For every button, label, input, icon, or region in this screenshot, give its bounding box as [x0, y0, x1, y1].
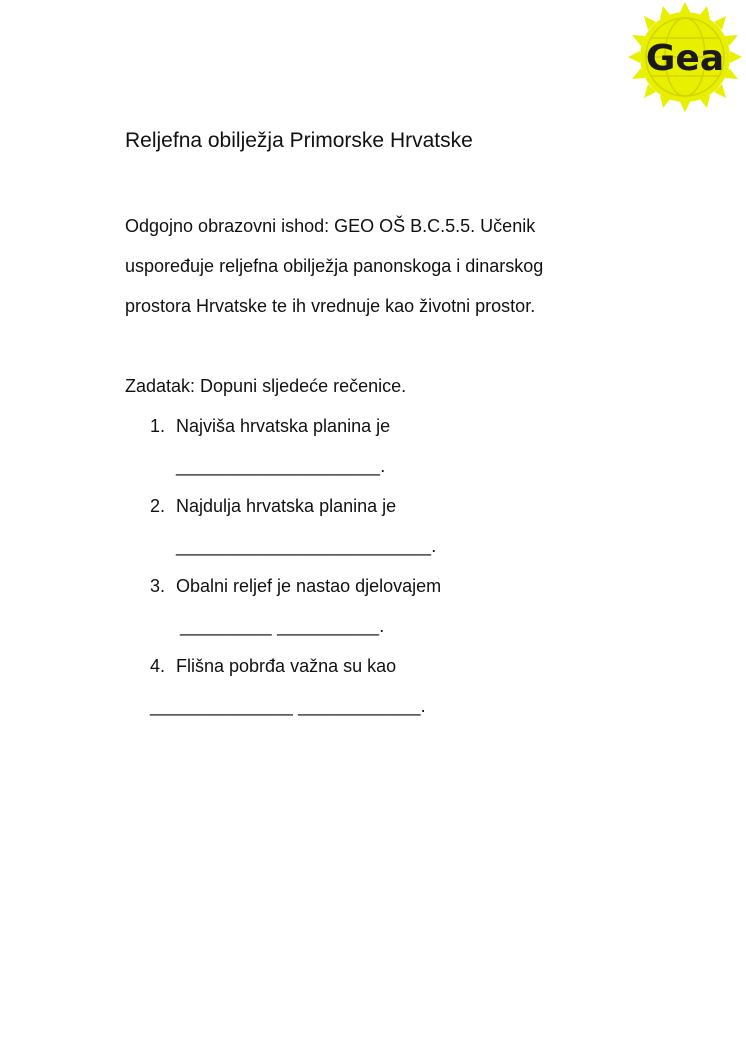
answer-blank: _________ __________. — [180, 616, 385, 636]
answer-blank: ____________________. — [176, 456, 386, 476]
answer-blank: _________________________. — [176, 536, 437, 556]
item-number: 4. — [150, 656, 166, 676]
logo-text: Gea — [645, 38, 725, 79]
outcome-line: Odgojno obrazovni ishod: GEO OŠ B.C.5.5. Učenik — [125, 216, 536, 236]
item-number: 3. — [150, 576, 166, 596]
item-text: Obalni reljef je nastao djelovajem — [176, 576, 442, 596]
item-text: Flišna pobrđa važna su kao — [176, 656, 397, 676]
gea-sun-icon — [624, 0, 746, 115]
task-instruction: Zadatak: Dopuni sljedeće rečenice. — [125, 376, 407, 396]
item-text: Najviša hrvatska planina je — [176, 416, 391, 436]
item-number: 1. — [150, 416, 166, 436]
page-title: Reljefna obilježja Primorske Hrvatske — [125, 129, 473, 152]
item-number: 2. — [150, 496, 166, 516]
outcome-line: uspoređuje reljefna obilježja panonskoga i dinarskog — [125, 256, 544, 276]
outcome-line: prostora Hrvatske te ih vrednuje kao životni prostor. — [125, 296, 536, 316]
item-text: Najdulja hrvatska planina je — [176, 496, 397, 516]
gea-logo — [624, 0, 746, 115]
answer-blank: ______________ ____________. — [150, 696, 426, 716]
